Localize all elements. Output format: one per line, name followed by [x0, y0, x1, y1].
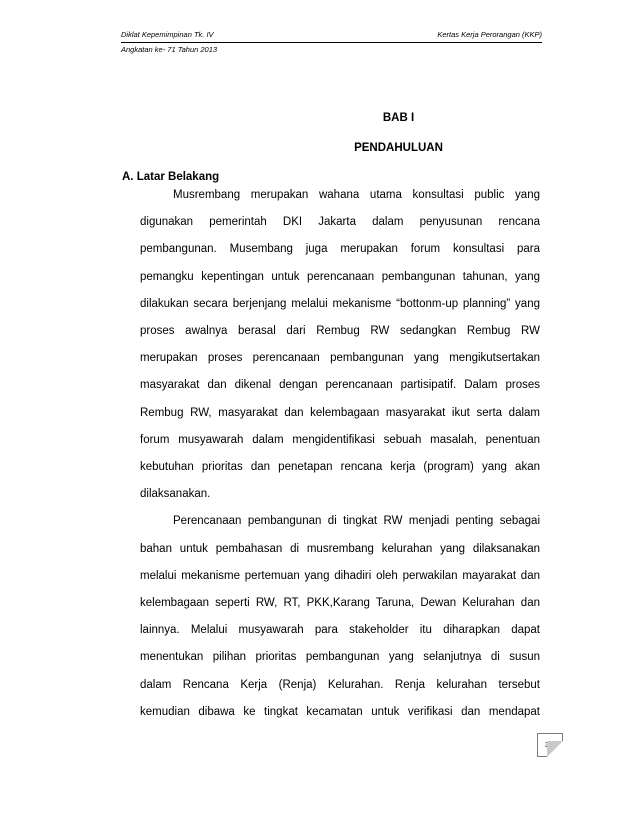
text-line: digunakan pemerintah DKI Jakarta dalam penyusunan rencana	[140, 216, 540, 229]
text-line: lainnya. Melalui musyawarah para stakeholder itu diharapkan dapat	[140, 624, 540, 637]
text-line: masyarakat dan dikenal dengan perencanaan partisipatif. Dalam proses	[140, 379, 540, 392]
chapter-title: PENDAHULUAN	[354, 142, 443, 154]
text-line: kelembagaan seperti RW, RT, PKK,Karang Taruna, Dewan Kelurahan dan	[140, 597, 540, 610]
page-number: 3	[544, 740, 550, 749]
page-corner-fold-icon	[547, 741, 563, 757]
text-line: dilaksanakan.	[140, 488, 211, 501]
text-line: kemudian dibawa ke tingkat kecamatan untuk verifikasi dan mendapat	[140, 705, 540, 718]
text-line: Musrembang merupakan wahana utama konsultasi public yang	[173, 189, 540, 201]
paragraph	[140, 508, 540, 726]
text-line: pembangunan. Musembang juga merupakan forum konsultasi para	[140, 243, 540, 256]
text-line: pemangku kepentingan untuk perencanaan pembangunan tahunan, yang	[140, 270, 540, 283]
section-heading: A. Latar Belakang	[122, 171, 220, 183]
text-line: menentukan pilihan prioritas pembangunan yang selanjutnya di susun	[140, 651, 540, 664]
text-line: proses awalnya berasal dari Rembug RW sedangkan Rembug RW	[140, 325, 540, 338]
text-line: forum musyawarah dalam mengidentifikasi sebuah masalah, penentuan	[140, 433, 540, 446]
text-line: melalui mekanisme pertemuan yang dihadiri oleh perwakilan mayarakat dan	[140, 569, 540, 582]
text-line: kebutuhan prioritas dan penetapan rencana kerja (program) yang akan	[140, 461, 540, 474]
text-line: dilakukan secara berjenjang melalui mekanisme “bottonm-up planning” yang	[140, 297, 540, 310]
header-divider	[121, 42, 542, 43]
text-line: Rembug RW, masyarakat dan kelembagaan masyarakat ikut serta dalam	[140, 406, 540, 419]
chapter-number: BAB I	[382, 112, 415, 124]
text-line: bahan untuk pembahasan di musrembang kelurahan yang dilaksanakan	[140, 542, 540, 555]
header-left-subtitle: Angkatan ke- 71 Tahun 2013	[121, 45, 218, 54]
text-line: dalam Rencana Kerja (Renja) Kelurahan. Renja kelurahan tersebut	[140, 678, 540, 691]
header-left-title: Diklat Kepemimpinan Tk. IV	[121, 30, 214, 39]
text-line: Perencanaan pembangunan di tingkat RW menjadi penting sebagai	[173, 515, 540, 528]
paragraph	[140, 182, 540, 508]
page-number-box	[537, 733, 563, 757]
header-right-title: Kertas Kerja Perorangan (KKP)	[437, 30, 542, 39]
text-line: merupakan proses perencanaan pembangunan yang mengikutsertakan	[140, 352, 540, 365]
body-text	[140, 182, 540, 726]
